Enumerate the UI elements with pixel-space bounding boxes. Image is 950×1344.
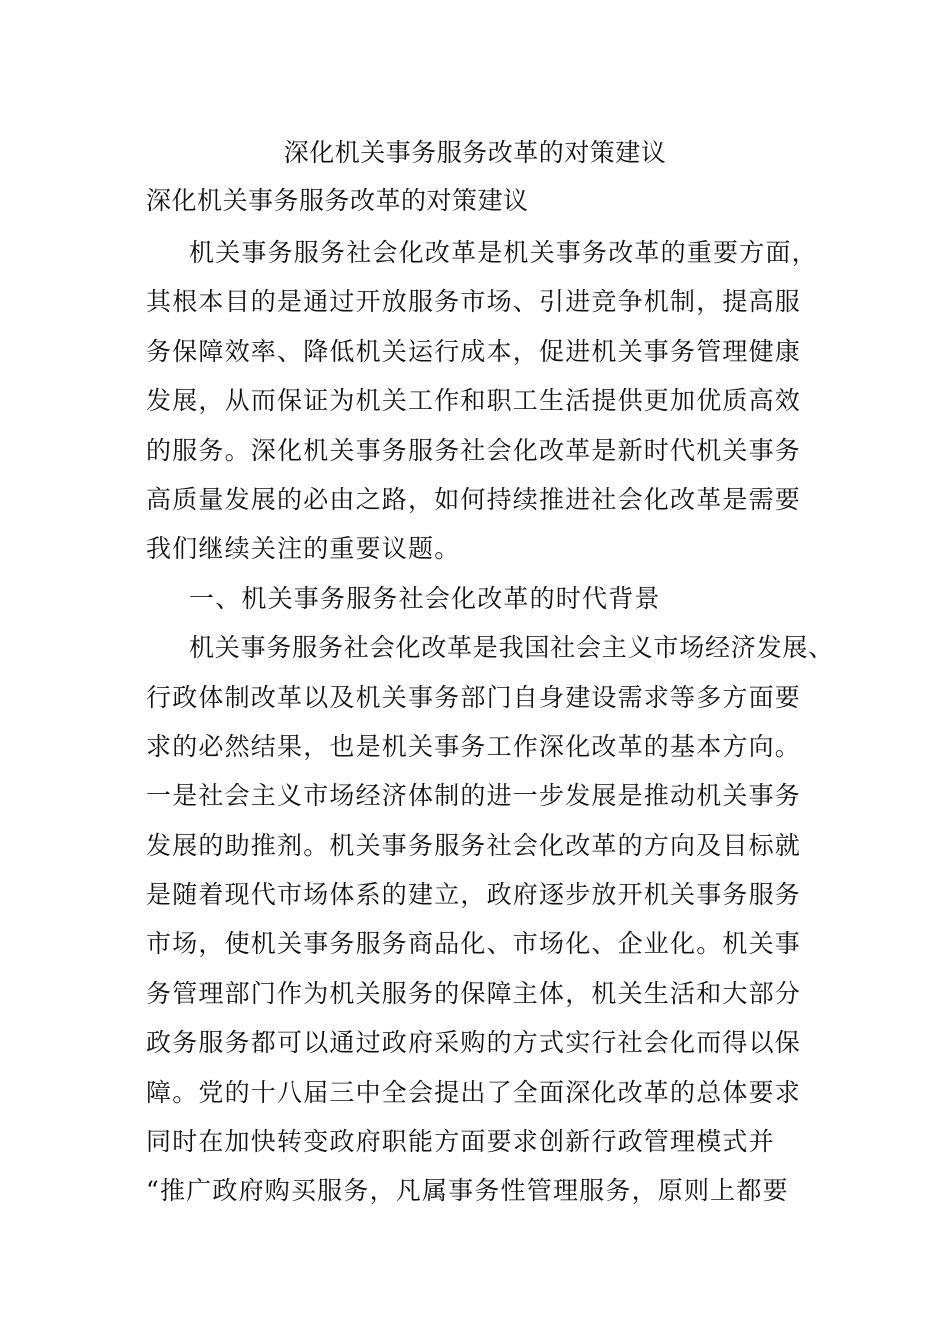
- text-line: 机关事务服务社会化改革是我国社会主义市场经济发展、: [189, 633, 835, 663]
- text-line: 高质量发展的必由之路，如何持续推进社会化改革是需要: [146, 484, 802, 514]
- document-body: [146, 228, 836, 1216]
- text-line: 的服务。深化机关事务服务社会化改革是新时代机关事务: [146, 435, 802, 465]
- text-line: 机关事务服务社会化改革是机关事务改革的重要方面，: [189, 238, 818, 267]
- document-title: 深化机关事务服务改革的对策建议: [283, 138, 667, 167]
- text-line: 一、机关事务服务社会化改革的时代背景: [189, 583, 661, 613]
- text-line: 市场，使机关事务服务商品化、市场化、企业化。机关事: [146, 929, 802, 959]
- text-line: 务管理部门作为机关服务的保障主体，机关生活和大部分: [146, 978, 802, 1008]
- document-subtitle: 深化机关事务服务改革的对策建议: [146, 186, 529, 215]
- text-line: 发展，从而保证为机关工作和职工生活提供更加优质高效: [146, 386, 802, 416]
- text-line: 发展的助推剂。机关事务服务社会化改革的方向及目标就: [146, 830, 802, 860]
- text-line: 我们继续关注的重要议题。: [146, 534, 461, 564]
- text-line: 一是社会主义市场经济体制的进一步发展是推动机关事务: [146, 781, 802, 811]
- text-line: 行政体制改革以及机关事务部门自身建设需求等多方面要: [146, 682, 802, 712]
- text-line: 其根本目的是通过开放服务市场、引进竞争机制，提高服: [146, 287, 802, 317]
- text-line: 是随着现代市场体系的建立，政府逐步放开机关事务服务: [146, 880, 802, 910]
- text-line: 务保障效率、降低机关运行成本，促进机关事务管理健康: [146, 336, 802, 366]
- text-line: 求的必然结果，也是机关事务工作深化改革的基本方向。: [146, 731, 802, 761]
- text-line: 政务服务都可以通过政府采购的方式实行社会化而得以保: [146, 1028, 802, 1058]
- text-line: 同时在加快转变政府职能方面要求创新行政管理模式并: [146, 1127, 775, 1157]
- text-line: 障。党的十八届三中全会提出了全面深化改革的总体要求: [146, 1077, 802, 1107]
- text-line: “推广政府购买服务，凡属事务性管理服务，原则上都要: [146, 1176, 789, 1206]
